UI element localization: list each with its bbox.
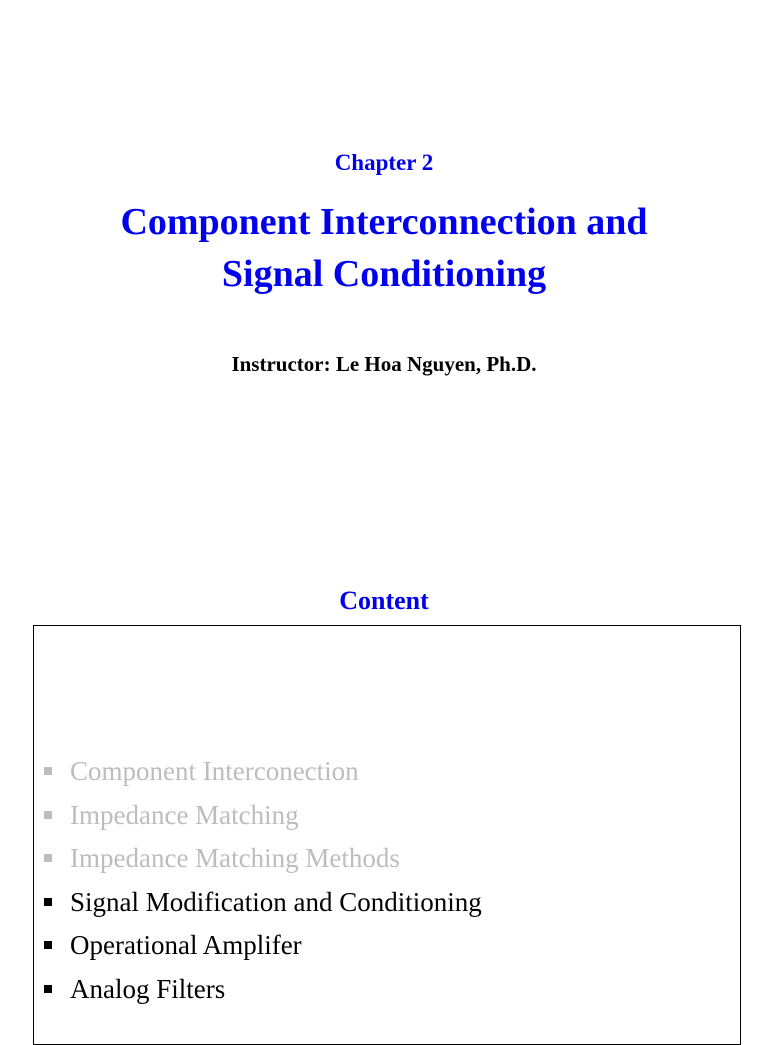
chapter-label: Chapter 2: [334, 150, 434, 175]
list-item: [44, 794, 482, 838]
list-item: [44, 968, 482, 1012]
slide-title-line-2: Signal Conditioning: [221, 253, 547, 295]
list-item: [44, 881, 482, 925]
slide-title: [34, 196, 734, 300]
list-item-label: Analog Filters: [70, 973, 226, 1004]
square-bullet-icon: [44, 854, 52, 862]
content-frame: [33, 625, 741, 1045]
list-item-label: Component Interconection: [70, 756, 359, 786]
list-item: [44, 750, 482, 794]
square-bullet-icon: [44, 898, 52, 906]
list-item: [44, 837, 482, 881]
list-item-label: Impedance Matching Methods: [70, 843, 400, 873]
square-bullet-icon: [44, 985, 52, 993]
content-heading: Content: [339, 586, 429, 615]
square-bullet-icon: [44, 767, 52, 775]
square-bullet-icon: [44, 941, 52, 949]
list-item-label: Impedance Matching: [70, 799, 299, 830]
list-item-label: Operational Amplifer: [70, 930, 302, 960]
content-slide: [0, 512, 768, 1024]
slide-title-line-1: Component Interconnection and: [120, 201, 648, 243]
title-slide: [0, 0, 768, 512]
list-item-label: Signal Modification and Conditioning: [70, 886, 482, 917]
topic-list: [44, 750, 482, 1011]
instructor-name: Instructor: Le Hoa Nguyen, Ph.D.: [231, 352, 537, 376]
list-item: [44, 924, 482, 968]
square-bullet-icon: [44, 811, 52, 819]
